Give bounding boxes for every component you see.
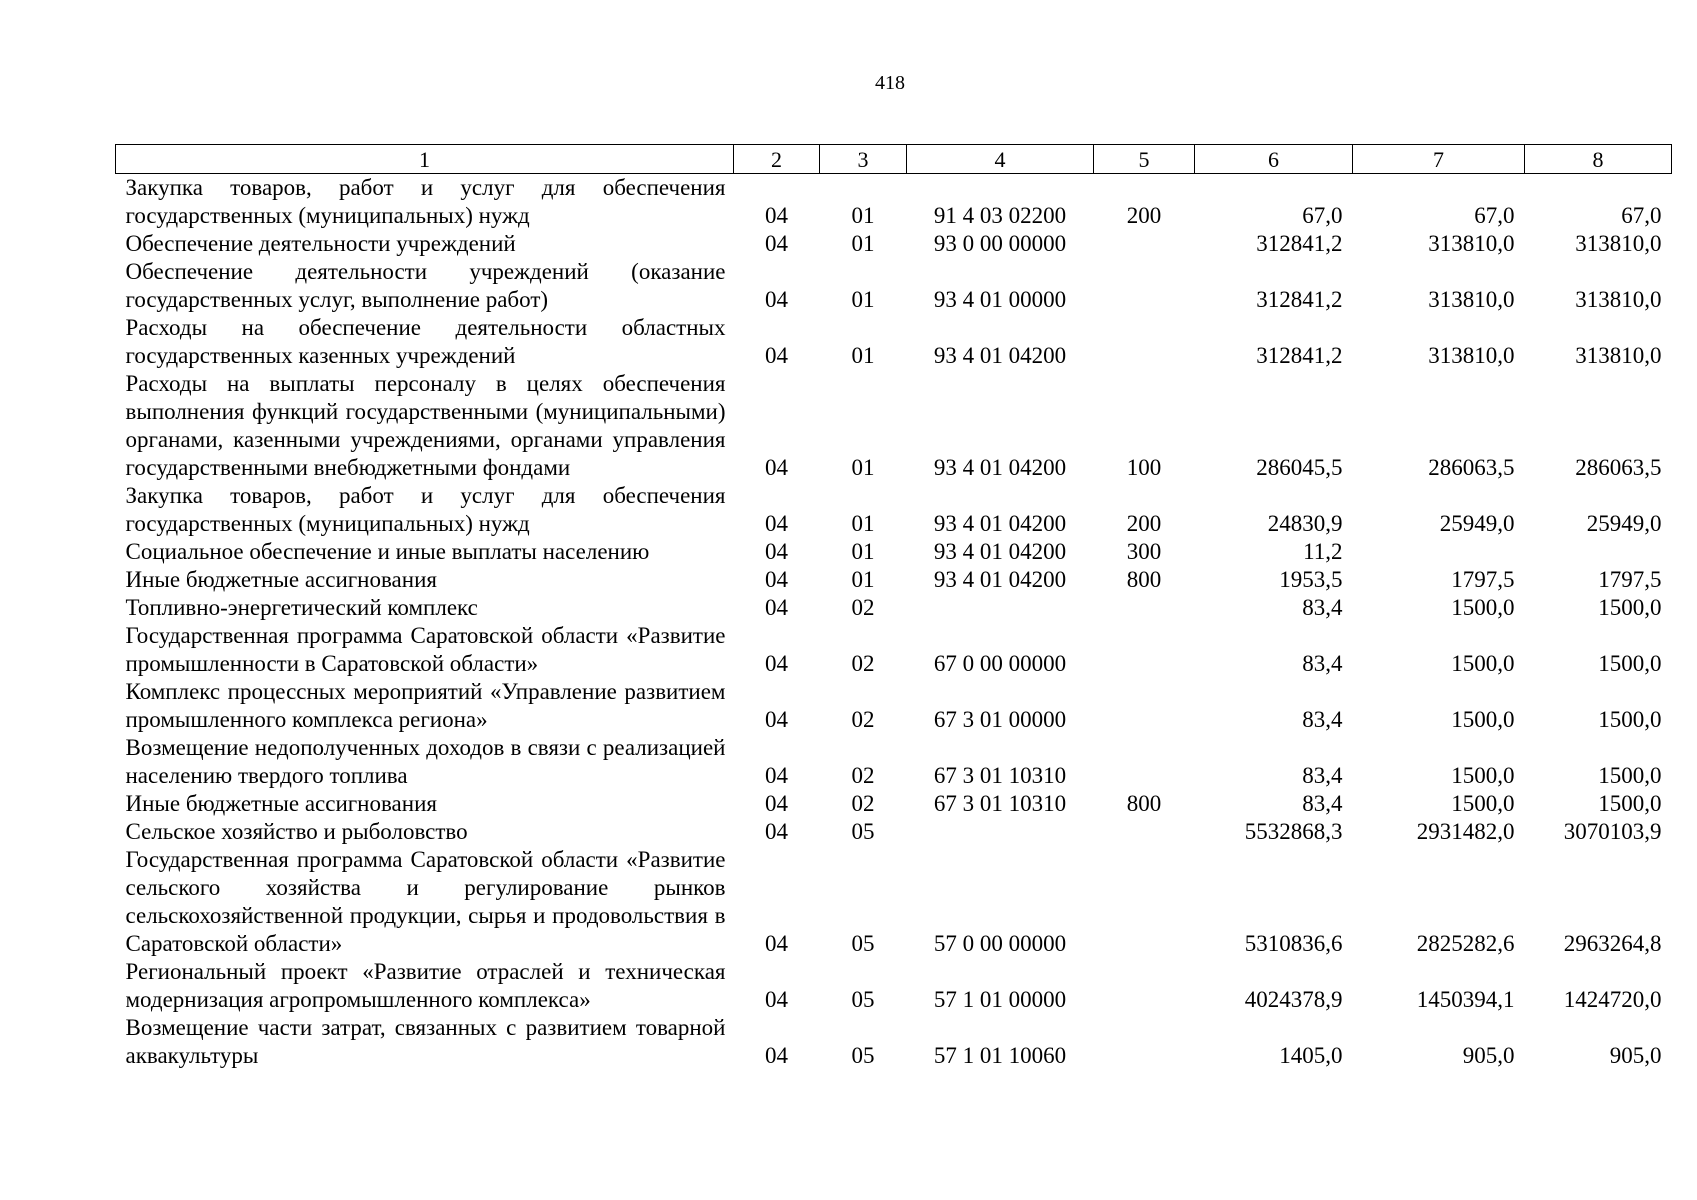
row-subsection-code: 05 — [851, 931, 875, 956]
row-section-code: 04 — [765, 203, 788, 228]
table-body — [116, 174, 1672, 1071]
row-subsection-code: 01 — [851, 539, 875, 564]
row-amount-col8: 1500,0 — [1598, 791, 1662, 816]
row-subsection-code: 02 — [851, 595, 875, 620]
row-section-code: 04 — [765, 539, 788, 564]
row-target-article-code: 93 0 00 00000 — [933, 231, 1067, 256]
table-row — [116, 174, 1672, 231]
row-amount-col6: 286045,5 — [1256, 455, 1343, 480]
row-amount-col7: 313810,0 — [1428, 287, 1515, 312]
row-section-code: 04 — [765, 231, 788, 256]
row-amount-col8 — [1525, 538, 1672, 566]
row-amount-col7: 1500,0 — [1451, 763, 1515, 788]
header-col-6: 6 — [1195, 145, 1353, 174]
row-target-article-code: 93 4 01 00000 — [933, 287, 1067, 312]
row-amount-col7: 1500,0 — [1451, 651, 1515, 676]
row-name: Обеспечение деятельности учреждений — [125, 231, 516, 256]
row-section-code: 04 — [765, 987, 788, 1012]
row-amount-col6: 312841,2 — [1256, 287, 1343, 312]
row-expense-type-code — [1094, 594, 1195, 622]
row-amount-col6: 4024378,9 — [1244, 987, 1343, 1012]
row-section-code: 04 — [765, 287, 788, 312]
row-amount-col8: 1500,0 — [1598, 651, 1662, 676]
row-expense-type-code — [1094, 1014, 1195, 1070]
row-section-code: 04 — [765, 455, 788, 480]
row-amount-col7: 286063,5 — [1428, 455, 1515, 480]
row-amount-col7: 1450394,1 — [1416, 987, 1515, 1012]
row-amount-col6: 83,4 — [1302, 791, 1343, 816]
row-expense-type-code: 200 — [1126, 511, 1162, 536]
row-amount-col8: 1500,0 — [1598, 595, 1662, 620]
row-section-code: 04 — [765, 763, 788, 788]
row-amount-col6: 83,4 — [1302, 651, 1343, 676]
row-amount-col6: 312841,2 — [1256, 231, 1343, 256]
row-expense-type-code — [1094, 846, 1195, 958]
row-subsection-code: 02 — [851, 791, 875, 816]
row-amount-col8: 286063,5 — [1575, 455, 1662, 480]
row-target-article-code: 67 3 01 10310 — [933, 791, 1067, 816]
row-target-article-code: 93 4 01 04200 — [933, 567, 1067, 592]
row-subsection-code: 01 — [851, 511, 875, 536]
row-name: Сельское хозяйство и рыболовство — [125, 819, 468, 844]
row-target-article-code: 93 4 01 04200 — [933, 511, 1067, 536]
row-amount-col7 — [1353, 538, 1525, 566]
row-subsection-code: 01 — [851, 287, 875, 312]
row-section-code: 04 — [765, 707, 788, 732]
row-amount-col7: 1797,5 — [1451, 567, 1515, 592]
table-row — [116, 482, 1672, 538]
row-subsection-code: 01 — [851, 567, 875, 592]
row-subsection-code: 01 — [851, 455, 875, 480]
row-name: Социальное обеспечение и иные выплаты населению — [125, 539, 650, 564]
row-expense-type-code — [1094, 734, 1195, 790]
row-expense-type-code: 200 — [1126, 203, 1162, 228]
header-col-3: 3 — [820, 145, 907, 174]
row-amount-col6: 83,4 — [1302, 707, 1343, 732]
row-amount-col6: 67,0 — [1302, 203, 1343, 228]
row-target-article-code: 93 4 01 04200 — [933, 455, 1067, 480]
row-target-article-code: 67 3 01 10310 — [933, 763, 1067, 788]
row-expense-type-code — [1094, 678, 1195, 734]
row-name: Закупка товаров, работ и услуг для обеспечения государственных (муниципальных) нужд — [125, 175, 726, 228]
header-row — [116, 145, 1672, 174]
row-name: Обеспечение деятельности учреждений (оказание государственных услуг, выполнение работ) — [125, 259, 726, 312]
row-amount-col6: 312841,2 — [1256, 343, 1343, 368]
row-name: Расходы на выплаты персоналу в целях обеспечения выполнения функций государственными (муниципальными) органами, казенными учреждениями, органами управления государственными внебюджетными фондами — [125, 371, 726, 480]
row-target-article-code: 67 3 01 00000 — [933, 707, 1067, 732]
row-amount-col8: 313810,0 — [1575, 287, 1662, 312]
row-section-code: 04 — [765, 651, 788, 676]
row-name: Топливно-энергетический комплекс — [125, 595, 478, 620]
row-expense-type-code — [1094, 622, 1195, 678]
row-amount-col6: 5310836,6 — [1244, 931, 1343, 956]
table-row — [116, 846, 1672, 958]
row-amount-col8: 2963264,8 — [1563, 931, 1662, 956]
table-row — [116, 1014, 1672, 1070]
row-name: Региональный проект «Развитие отраслей и техническая модернизация агропромышленного комплекса» — [125, 959, 726, 1012]
table-row — [116, 566, 1672, 594]
row-amount-col8: 1424720,0 — [1563, 987, 1662, 1012]
table-row — [116, 818, 1672, 846]
row-name: Закупка товаров, работ и услуг для обеспечения государственных (муниципальных) нужд — [125, 483, 726, 536]
row-name: Государственная программа Саратовской области «Развитие сельского хозяйства и регулирование рынков сельскохозяйственной продукции, сырья и продовольствия в Саратовской области» — [125, 847, 726, 956]
header-col-4: 4 — [907, 145, 1094, 174]
row-expense-type-code: 300 — [1126, 539, 1162, 564]
row-name: Государственная программа Саратовской области «Развитие промышленности в Саратовской области» — [125, 623, 726, 676]
row-section-code: 04 — [765, 931, 788, 956]
row-expense-type-code — [1094, 230, 1195, 258]
row-subsection-code: 02 — [851, 763, 875, 788]
row-subsection-code: 01 — [851, 203, 875, 228]
row-amount-col8: 1500,0 — [1598, 707, 1662, 732]
table-row — [116, 790, 1672, 818]
row-amount-col8: 3070103,9 — [1563, 819, 1662, 844]
row-target-article-code: 57 1 01 10060 — [933, 1043, 1067, 1068]
row-amount-col7: 2931482,0 — [1416, 819, 1515, 844]
row-subsection-code: 02 — [851, 651, 875, 676]
table-row — [116, 734, 1672, 790]
table-row — [116, 538, 1672, 566]
row-amount-col6: 1405,0 — [1279, 1043, 1343, 1068]
row-amount-col7: 313810,0 — [1428, 231, 1515, 256]
row-target-article-code: 67 0 00 00000 — [933, 651, 1067, 676]
row-section-code: 04 — [765, 511, 788, 536]
row-subsection-code: 05 — [851, 987, 875, 1012]
table-header — [116, 145, 1672, 174]
row-expense-type-code: 800 — [1126, 567, 1162, 592]
row-subsection-code: 02 — [851, 707, 875, 732]
table-row — [116, 230, 1672, 258]
table-row — [116, 258, 1672, 314]
row-amount-col7: 313810,0 — [1428, 343, 1515, 368]
row-amount-col8: 1500,0 — [1598, 763, 1662, 788]
row-amount-col6: 5532868,3 — [1244, 819, 1343, 844]
row-target-article-code: 91 4 03 02200 — [933, 203, 1067, 228]
row-expense-type-code — [1094, 314, 1195, 370]
row-amount-col7: 905,0 — [1462, 1043, 1515, 1068]
row-name: Иные бюджетные ассигнования — [125, 791, 437, 816]
row-section-code: 04 — [765, 595, 788, 620]
row-target-article-code: 57 1 01 00000 — [933, 987, 1067, 1012]
row-target-article-code — [907, 594, 1094, 622]
row-name: Возмещение недополученных доходов в связи с реализацией населению твердого топлива — [125, 735, 726, 788]
header-col-1: 1 — [116, 145, 734, 174]
row-amount-col6: 83,4 — [1302, 595, 1343, 620]
row-section-code: 04 — [765, 567, 788, 592]
row-name: Комплекс процессных мероприятий «Управление развитием промышленного комплекса региона» — [125, 679, 726, 732]
row-name: Иные бюджетные ассигнования — [125, 567, 437, 592]
table-row — [116, 314, 1672, 370]
header-col-8: 8 — [1525, 145, 1672, 174]
row-target-article-code: 93 4 01 04200 — [933, 539, 1067, 564]
row-amount-col7: 1500,0 — [1451, 707, 1515, 732]
row-amount-col6: 1953,5 — [1279, 567, 1343, 592]
table-row — [116, 622, 1672, 678]
row-target-article-code: 57 0 00 00000 — [933, 931, 1067, 956]
row-expense-type-code: 100 — [1126, 455, 1162, 480]
row-section-code: 04 — [765, 791, 788, 816]
header-col-5: 5 — [1094, 145, 1195, 174]
row-section-code: 04 — [765, 343, 788, 368]
row-subsection-code: 05 — [851, 819, 875, 844]
row-expense-type-code — [1094, 818, 1195, 846]
row-section-code: 04 — [765, 819, 788, 844]
table-row — [116, 678, 1672, 734]
row-amount-col7: 2825282,6 — [1416, 931, 1515, 956]
page-number: 418 — [875, 72, 905, 94]
row-subsection-code: 01 — [851, 343, 875, 368]
row-name: Возмещение части затрат, связанных с развитием товарной аквакультуры — [125, 1015, 726, 1068]
table-row — [116, 958, 1672, 1014]
row-amount-col8: 25949,0 — [1586, 511, 1662, 536]
table-row — [116, 370, 1672, 482]
row-section-code: 04 — [765, 1043, 788, 1068]
row-amount-col6: 11,2 — [1303, 539, 1343, 564]
row-amount-col7: 67,0 — [1474, 203, 1515, 228]
row-amount-col8: 67,0 — [1621, 203, 1662, 228]
row-target-article-code — [907, 818, 1094, 846]
row-amount-col7: 1500,0 — [1451, 791, 1515, 816]
row-subsection-code: 01 — [851, 231, 875, 256]
table-row — [116, 594, 1672, 622]
row-amount-col7: 25949,0 — [1439, 511, 1515, 536]
row-amount-col8: 313810,0 — [1575, 231, 1662, 256]
row-amount-col8: 313810,0 — [1575, 343, 1662, 368]
budget-table — [115, 144, 1672, 1070]
row-expense-type-code — [1094, 958, 1195, 1014]
row-amount-col6: 24830,9 — [1267, 511, 1343, 536]
header-col-7: 7 — [1353, 145, 1525, 174]
row-subsection-code: 05 — [851, 1043, 875, 1068]
row-name: Расходы на обеспечение деятельности областных государственных казенных учреждений — [125, 315, 726, 368]
row-amount-col7: 1500,0 — [1451, 595, 1515, 620]
row-target-article-code: 93 4 01 04200 — [933, 343, 1067, 368]
header-col-2: 2 — [734, 145, 820, 174]
row-amount-col8: 1797,5 — [1598, 567, 1662, 592]
row-amount-col6: 83,4 — [1302, 763, 1343, 788]
row-expense-type-code: 800 — [1126, 791, 1162, 816]
row-expense-type-code — [1094, 258, 1195, 314]
row-amount-col8: 905,0 — [1609, 1043, 1662, 1068]
